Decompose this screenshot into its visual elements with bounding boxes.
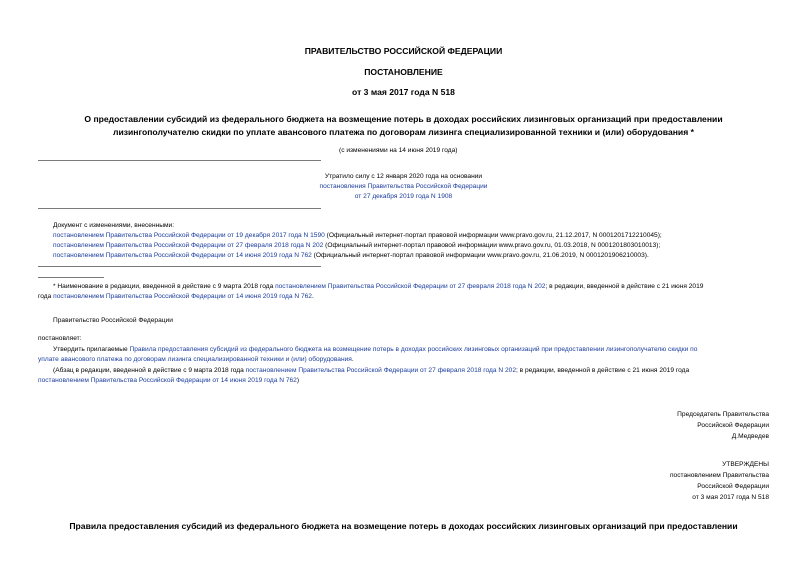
abzac-link[interactable]: постановлением Правительства Российской Федерации от 27 февраля 2018 года N 202 [245,367,516,374]
change-link[interactable]: постановлением Правительства Российской Федерации от 19 декабря 2017 года N 1590 [53,232,325,239]
revision-note: (с изменениями на 14 июня 2019 года) [339,147,458,154]
document-title-line-1: О предоставлении субсидий из федерального бюджета на возмещение потерь в доходах российских лизинговых организаций при предоставлении [84,114,723,124]
change-source: (Официальный интернет-портал правовой информации www.pravo.gov.ru, 21.06.2019, N 0001201906210003). [311,252,649,259]
government-rf: Правительство Российской Федерации [53,317,173,324]
signature-block [677,409,769,442]
change-source: (Официальный интернет-портал правовой информации www.pravo.gov.ru, 01.03.2018, N 0001201803010013); [323,242,661,249]
approved-org: Российской Федерации [697,483,769,490]
approved-block [670,459,769,503]
signature-org: Российской Федерации [697,422,769,429]
approve-line-1: Утвердить прилагаемые Правила предоставления субсидий из федерального бюджета на возмещение потерь в доходах российских лизинговых организаций при предоставлении лизингополучателю скидки по [53,346,698,353]
change-item [53,241,660,251]
change-source: (Официальный интернет-портал правовой информации www.pravo.gov.ru, 21.12.2017, N 0001201712210045); [324,232,662,239]
divider [38,208,321,209]
document-date-number: от 3 мая 2017 года N 518 [352,87,455,97]
approved-date: от 3 мая 2017 года N 518 [692,494,769,501]
rules-title: Правила предоставления субсидий из федерального бюджета на возмещение потерь в доходах российских лизинговых организаций при предоставлении [69,521,738,531]
approved-by: постановлением Правительства [669,472,769,479]
signature-name: Д.Медведев [731,433,769,440]
divider [38,266,321,267]
change-item [53,231,662,241]
rules-link[interactable]: Правила предоставления субсидий из федерального бюджета на возмещение потерь в доходах российских лизинговых организаций при предоставлении лизингополучателю скидки по [129,346,698,353]
abzac-line-1: (Абзац в редакции, введенной в действие с 9 марта 2018 года постановлением Правительства Российской Федерации от 27 февраля 2018 года N 202; в редакции, введенной в действие с 21 июня 2019 года [53,367,690,374]
footnote-link[interactable]: постановлением Правительства Российской Федерации от 27 февраля 2018 года N 202 [275,283,546,290]
footnote-divider [38,277,104,278]
decides: постановляет: [38,335,82,342]
abzac-link[interactable]: постановлением Правительства Российской Федерации от 14 июня 2019 года N 762 [38,377,297,384]
government-heading: ПРАВИТЕЛЬСТВО РОССИЙСКОЙ ФЕДЕРАЦИИ [304,46,503,56]
footnote-link[interactable]: постановлением Правительства Российской Федерации от 14 июня 2019 года N 762 [53,293,312,300]
divider [38,160,321,161]
lost-force-link-1[interactable]: постановления Правительства Российской Федерации [319,183,488,190]
changes-intro: Документ с изменениями, внесенными: [53,222,175,229]
footnote-line-1: * Наименование в редакции, введенной в действие с 9 марта 2018 года постановлением Правительства Российской Федерации от 27 февраля 2018 года N 202; в редакции, введенной в действие с 21 июня 2019 [53,283,704,290]
document-type: ПОСТАНОВЛЕНИЕ [364,67,443,77]
footnote-line-2: года постановлением Правительства Российской Федерации от 14 июня 2019 года N 762. [38,293,314,300]
approved-heading: УТВЕРЖДЕНЫ [722,461,769,468]
lost-force-link-2[interactable]: от 27 декабря 2019 года N 1908 [354,193,453,200]
abzac-line-2: постановлением Правительства Российской Федерации от 14 июня 2019 года N 762) [38,377,300,384]
change-item [53,251,649,261]
change-link[interactable]: постановлением Правительства Российской Федерации от 27 февраля 2018 года N 202 [53,242,324,249]
approve-line-2: уплате авансового платежа по договорам лизинга специализированной техники и (или) оборудования. [38,356,354,363]
change-link[interactable]: постановлением Правительства Российской Федерации от 14 июня 2019 года N 762 [53,252,312,259]
document-title-line-2: лизингополучателю скидки по уплате авансового платежа по договорам лизинга специализированной техники и (или) оборудования * [113,127,694,137]
lost-force-line: Утратило силу с 12 января 2020 года на основании [324,173,483,180]
rules-link[interactable]: уплате авансового платежа по договорам лизинга специализированной техники и (или) оборудования [38,356,352,363]
signature-title: Председатель Правительства [677,411,769,418]
